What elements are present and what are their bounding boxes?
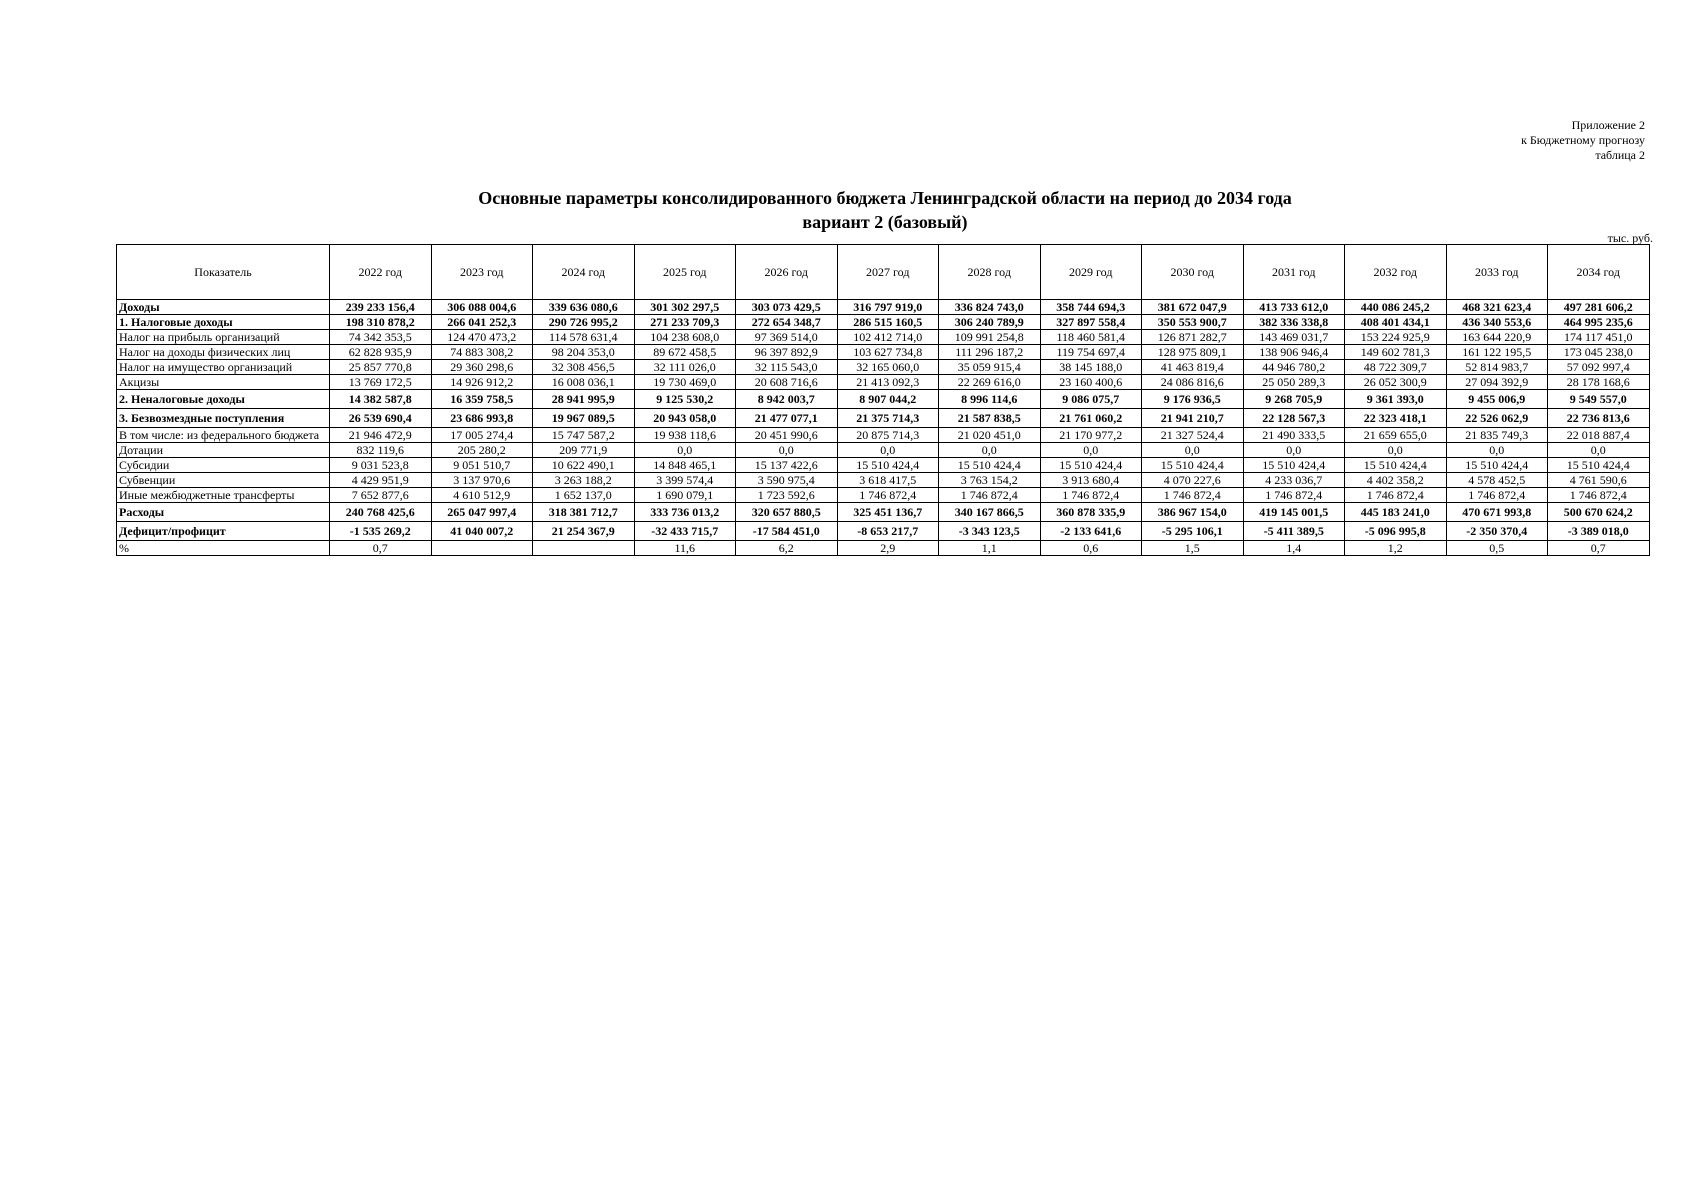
- table-row: [117, 345, 1650, 360]
- table-cell: 74 883 308,2: [431, 345, 533, 360]
- table-cell: 21 659 655,0: [1345, 428, 1447, 443]
- table-cell: 15 510 424,4: [1243, 458, 1345, 473]
- table-cell: 8 942 003,7: [736, 390, 838, 409]
- table-cell: 4 429 951,9: [330, 473, 432, 488]
- table-cell: 14 382 587,8: [330, 390, 432, 409]
- table-cell: 358 744 694,3: [1040, 300, 1142, 315]
- table-cell: 436 340 553,6: [1446, 315, 1548, 330]
- table-cell: 161 122 195,5: [1446, 345, 1548, 360]
- column-header-year: 2034 год: [1548, 245, 1650, 300]
- table-cell: 128 975 809,1: [1142, 345, 1244, 360]
- table-row: [117, 375, 1650, 390]
- table-cell: 3 137 970,6: [431, 473, 533, 488]
- column-header-year: 2030 год: [1142, 245, 1244, 300]
- table-cell: 9 455 006,9: [1446, 390, 1548, 409]
- table-cell: 386 967 154,0: [1142, 503, 1244, 522]
- table-cell: 266 041 252,3: [431, 315, 533, 330]
- table-cell: 336 824 743,0: [939, 300, 1041, 315]
- table-cell: -5 295 106,1: [1142, 522, 1244, 541]
- table-cell: 21 477 077,1: [736, 409, 838, 428]
- table-cell: 9 031 523,8: [330, 458, 432, 473]
- table-cell: 174 117 451,0: [1548, 330, 1650, 345]
- column-header-year: 2025 год: [634, 245, 736, 300]
- table-cell: 23 686 993,8: [431, 409, 533, 428]
- table-cell: 103 627 734,8: [837, 345, 939, 360]
- table-cell: 22 736 813,6: [1548, 409, 1650, 428]
- table-cell: 1,4: [1243, 541, 1345, 556]
- table-row: [117, 330, 1650, 345]
- table-header-row: [117, 245, 1650, 300]
- column-header-year: 2028 год: [939, 245, 1041, 300]
- table-cell: 21 170 977,2: [1040, 428, 1142, 443]
- table-cell: 28 178 168,6: [1548, 375, 1650, 390]
- table-cell: 25 857 770,8: [330, 360, 432, 375]
- table-cell: 464 995 235,6: [1548, 315, 1650, 330]
- table-cell: 26 539 690,4: [330, 409, 432, 428]
- table-cell: 21 254 367,9: [533, 522, 635, 541]
- table-cell: 0,0: [1446, 443, 1548, 458]
- table-cell: [533, 541, 635, 556]
- table-cell: 48 722 309,7: [1345, 360, 1447, 375]
- table-cell: 470 671 993,8: [1446, 503, 1548, 522]
- table-row: [117, 315, 1650, 330]
- table-row: [117, 300, 1650, 315]
- table-cell: -5 096 995,8: [1345, 522, 1447, 541]
- table-cell: 15 510 424,4: [939, 458, 1041, 473]
- table-cell: 97 369 514,0: [736, 330, 838, 345]
- table-body: [117, 300, 1650, 556]
- row-label: Налог на имущество организаций: [117, 360, 330, 375]
- table-cell: 350 553 900,7: [1142, 315, 1244, 330]
- table-cell: 41 040 007,2: [431, 522, 533, 541]
- row-label: 1. Налоговые доходы: [117, 315, 330, 330]
- table-cell: 15 510 424,4: [1040, 458, 1142, 473]
- table-cell: 21 946 472,9: [330, 428, 432, 443]
- row-label: Дефицит/профицит: [117, 522, 330, 541]
- row-label: Доходы: [117, 300, 330, 315]
- unit-label: тыс. руб.: [1607, 231, 1653, 245]
- table-cell: 32 115 543,0: [736, 360, 838, 375]
- table-cell: 124 470 473,2: [431, 330, 533, 345]
- table-cell: 290 726 995,2: [533, 315, 635, 330]
- annex-line-3: таблица 2: [1595, 148, 1645, 162]
- table-cell: 21 327 524,4: [1142, 428, 1244, 443]
- table-cell: 209 771,9: [533, 443, 635, 458]
- table-cell: 21 020 451,0: [939, 428, 1041, 443]
- table-cell: 20 608 716,6: [736, 375, 838, 390]
- table-cell: 3 618 417,5: [837, 473, 939, 488]
- table-cell: 15 137 422,6: [736, 458, 838, 473]
- row-label: Субвенции: [117, 473, 330, 488]
- table-cell: 22 526 062,9: [1446, 409, 1548, 428]
- table-cell: 0,0: [1345, 443, 1447, 458]
- table-cell: 333 736 013,2: [634, 503, 736, 522]
- table-cell: 360 878 335,9: [1040, 503, 1142, 522]
- table-row: [117, 428, 1650, 443]
- table-cell: 198 310 878,2: [330, 315, 432, 330]
- table-cell: 21 490 333,5: [1243, 428, 1345, 443]
- table-cell: 272 654 348,7: [736, 315, 838, 330]
- table-cell: 1 690 079,1: [634, 488, 736, 503]
- table-cell: 413 733 612,0: [1243, 300, 1345, 315]
- table-row: [117, 443, 1650, 458]
- table-cell: 28 941 995,9: [533, 390, 635, 409]
- table-cell: 3 263 188,2: [533, 473, 635, 488]
- table-cell: 96 397 892,9: [736, 345, 838, 360]
- table-cell: 149 602 781,3: [1345, 345, 1447, 360]
- table-cell: 9 051 510,7: [431, 458, 533, 473]
- table-cell: 301 302 297,5: [634, 300, 736, 315]
- table-cell: 4 402 358,2: [1345, 473, 1447, 488]
- row-label: Иные межбюджетные трансферты: [117, 488, 330, 503]
- row-label: Налог на прибыль организаций: [117, 330, 330, 345]
- table-cell: 19 938 118,6: [634, 428, 736, 443]
- table-cell: 0,0: [1243, 443, 1345, 458]
- table-row: [117, 541, 1650, 556]
- table-cell: 15 510 424,4: [1142, 458, 1244, 473]
- table-cell: 318 381 712,7: [533, 503, 635, 522]
- column-header-year: 2026 год: [736, 245, 838, 300]
- table-cell: 1 746 872,4: [939, 488, 1041, 503]
- row-label: Дотации: [117, 443, 330, 458]
- table-cell: 0,5: [1446, 541, 1548, 556]
- table-cell: 20 943 058,0: [634, 409, 736, 428]
- table-cell: 74 342 353,5: [330, 330, 432, 345]
- table-cell: 205 280,2: [431, 443, 533, 458]
- table-cell: 114 578 631,4: [533, 330, 635, 345]
- table-cell: 0,0: [634, 443, 736, 458]
- table-row: [117, 458, 1650, 473]
- table-cell: 832 119,6: [330, 443, 432, 458]
- table-cell: 1 652 137,0: [533, 488, 635, 503]
- table-cell: -3 343 123,5: [939, 522, 1041, 541]
- table-cell: 445 183 241,0: [1345, 503, 1447, 522]
- table-cell: 32 165 060,0: [837, 360, 939, 375]
- table-cell: 102 412 714,0: [837, 330, 939, 345]
- table-cell: 1 746 872,4: [1040, 488, 1142, 503]
- column-header-year: 2033 год: [1446, 245, 1548, 300]
- table-cell: 497 281 606,2: [1548, 300, 1650, 315]
- table-cell: 62 828 935,9: [330, 345, 432, 360]
- table-cell: 9 086 075,7: [1040, 390, 1142, 409]
- annex-line-1: Приложение 2: [1571, 118, 1645, 132]
- table-cell: 3 399 574,4: [634, 473, 736, 488]
- table-cell: 408 401 434,1: [1345, 315, 1447, 330]
- table-cell: 29 360 298,6: [431, 360, 533, 375]
- table-cell: 173 045 238,0: [1548, 345, 1650, 360]
- table-cell: 327 897 558,4: [1040, 315, 1142, 330]
- table-cell: 4 761 590,6: [1548, 473, 1650, 488]
- column-header-year: 2024 год: [533, 245, 635, 300]
- table-cell: 4 233 036,7: [1243, 473, 1345, 488]
- table-cell: -1 535 269,2: [330, 522, 432, 541]
- table-cell: 0,0: [1142, 443, 1244, 458]
- table-row: [117, 360, 1650, 375]
- table-cell: 15 747 587,2: [533, 428, 635, 443]
- table-cell: 32 111 026,0: [634, 360, 736, 375]
- table-cell: 19 730 469,0: [634, 375, 736, 390]
- table-cell: 22 269 616,0: [939, 375, 1041, 390]
- table-cell: 1,2: [1345, 541, 1447, 556]
- table-cell: 382 336 338,8: [1243, 315, 1345, 330]
- table-cell: -2 350 370,4: [1446, 522, 1548, 541]
- table-cell: 8 907 044,2: [837, 390, 939, 409]
- table-cell: 138 906 946,4: [1243, 345, 1345, 360]
- table-cell: 104 238 608,0: [634, 330, 736, 345]
- table-cell: 15 510 424,4: [837, 458, 939, 473]
- table-cell: 468 321 623,4: [1446, 300, 1548, 315]
- table-cell: 306 088 004,6: [431, 300, 533, 315]
- table-cell: 21 941 210,7: [1142, 409, 1244, 428]
- column-header-indicator: Показатель: [117, 245, 330, 300]
- row-label: Расходы: [117, 503, 330, 522]
- table-cell: 98 204 353,0: [533, 345, 635, 360]
- annex-note: [1521, 118, 1645, 163]
- table-cell: 9 176 936,5: [1142, 390, 1244, 409]
- table-cell: 1 746 872,4: [1548, 488, 1650, 503]
- table-cell: -2 133 641,6: [1040, 522, 1142, 541]
- table-cell: 22 018 887,4: [1548, 428, 1650, 443]
- table-cell: 21 375 714,3: [837, 409, 939, 428]
- table-cell: 9 549 557,0: [1548, 390, 1650, 409]
- table-cell: 32 308 456,5: [533, 360, 635, 375]
- table-cell: 6,2: [736, 541, 838, 556]
- table-cell: 17 005 274,4: [431, 428, 533, 443]
- table-cell: 0,0: [736, 443, 838, 458]
- table-cell: 24 086 816,6: [1142, 375, 1244, 390]
- table-cell: 38 145 188,0: [1040, 360, 1142, 375]
- table-cell: 325 451 136,7: [837, 503, 939, 522]
- table-cell: 19 967 089,5: [533, 409, 635, 428]
- row-label: Налог на доходы физических лиц: [117, 345, 330, 360]
- table-cell: -3 389 018,0: [1548, 522, 1650, 541]
- table-cell: 0,0: [939, 443, 1041, 458]
- table-cell: 3 763 154,2: [939, 473, 1041, 488]
- table-cell: 9 361 393,0: [1345, 390, 1447, 409]
- table-cell: 126 871 282,7: [1142, 330, 1244, 345]
- table-cell: 500 670 624,2: [1548, 503, 1650, 522]
- title-line-2: вариант 2 (базовый): [802, 212, 968, 232]
- table-cell: 1 746 872,4: [1345, 488, 1447, 503]
- table-cell: 2,9: [837, 541, 939, 556]
- table-cell: 316 797 919,0: [837, 300, 939, 315]
- table-cell: -5 411 389,5: [1243, 522, 1345, 541]
- row-label: Акцизы: [117, 375, 330, 390]
- column-header-year: 2027 год: [837, 245, 939, 300]
- table-cell: 303 073 429,5: [736, 300, 838, 315]
- table-cell: 265 047 997,4: [431, 503, 533, 522]
- table-cell: 3 590 975,4: [736, 473, 838, 488]
- table-cell: 9 268 705,9: [1243, 390, 1345, 409]
- table-cell: 143 469 031,7: [1243, 330, 1345, 345]
- table-cell: 4 610 512,9: [431, 488, 533, 503]
- table-cell: 21 835 749,3: [1446, 428, 1548, 443]
- budget-table: [116, 244, 1650, 556]
- table-cell: 13 769 172,5: [330, 375, 432, 390]
- document-title: [0, 186, 1697, 234]
- table-cell: 15 510 424,4: [1446, 458, 1548, 473]
- table-cell: 15 510 424,4: [1548, 458, 1650, 473]
- row-label: В том числе: из федерального бюджета: [117, 428, 330, 443]
- table-cell: 89 672 458,5: [634, 345, 736, 360]
- table-cell: 8 996 114,6: [939, 390, 1041, 409]
- table-cell: 41 463 819,4: [1142, 360, 1244, 375]
- table-cell: 21 413 092,3: [837, 375, 939, 390]
- table-cell: 22 128 567,3: [1243, 409, 1345, 428]
- row-label: %: [117, 541, 330, 556]
- table-cell: 11,6: [634, 541, 736, 556]
- table-cell: 240 768 425,6: [330, 503, 432, 522]
- table-cell: 109 991 254,8: [939, 330, 1041, 345]
- table-cell: 339 636 080,6: [533, 300, 635, 315]
- table-cell: 23 160 400,6: [1040, 375, 1142, 390]
- row-label: 2. Неналоговые доходы: [117, 390, 330, 409]
- table-cell: 119 754 697,4: [1040, 345, 1142, 360]
- table-cell: 26 052 300,9: [1345, 375, 1447, 390]
- table-cell: 25 050 289,3: [1243, 375, 1345, 390]
- table-cell: 153 224 925,9: [1345, 330, 1447, 345]
- table-cell: 440 086 245,2: [1345, 300, 1447, 315]
- table-cell: 286 515 160,5: [837, 315, 939, 330]
- table-cell: 1,5: [1142, 541, 1244, 556]
- table-cell: 1 746 872,4: [1243, 488, 1345, 503]
- table-cell: 20 875 714,3: [837, 428, 939, 443]
- column-header-year: 2032 год: [1345, 245, 1447, 300]
- table-row: [117, 488, 1650, 503]
- column-header-year: 2022 год: [330, 245, 432, 300]
- table-cell: 271 233 709,3: [634, 315, 736, 330]
- table-cell: 1 746 872,4: [1142, 488, 1244, 503]
- table-cell: 118 460 581,4: [1040, 330, 1142, 345]
- table-cell: 20 451 990,6: [736, 428, 838, 443]
- column-header-year: 2031 год: [1243, 245, 1345, 300]
- table-row: [117, 473, 1650, 488]
- table-cell: 111 296 187,2: [939, 345, 1041, 360]
- table-cell: 1 746 872,4: [1446, 488, 1548, 503]
- table-cell: -32 433 715,7: [634, 522, 736, 541]
- table-cell: -8 653 217,7: [837, 522, 939, 541]
- table-cell: 320 657 880,5: [736, 503, 838, 522]
- table-cell: 16 359 758,5: [431, 390, 533, 409]
- table-row: [117, 409, 1650, 428]
- table-cell: 1 723 592,6: [736, 488, 838, 503]
- table-cell: 15 510 424,4: [1345, 458, 1447, 473]
- table-cell: 306 240 789,9: [939, 315, 1041, 330]
- table-cell: 340 167 866,5: [939, 503, 1041, 522]
- annex-line-2: к Бюджетному прогнозу: [1521, 133, 1645, 147]
- table-cell: 21 761 060,2: [1040, 409, 1142, 428]
- table-cell: 419 145 001,5: [1243, 503, 1345, 522]
- table-cell: 163 644 220,9: [1446, 330, 1548, 345]
- row-label: 3. Безвозмездные поступления: [117, 409, 330, 428]
- table-cell: 22 323 418,1: [1345, 409, 1447, 428]
- table-cell: 0,7: [330, 541, 432, 556]
- table-cell: 52 814 983,7: [1446, 360, 1548, 375]
- title-line-1: Основные параметры консолидированного бюджета Ленинградской области на период до 2034 года: [478, 188, 1292, 208]
- table-cell: 0,0: [837, 443, 939, 458]
- table-cell: 4 578 452,5: [1446, 473, 1548, 488]
- table-row: [117, 390, 1650, 409]
- table-cell: 14 848 465,1: [634, 458, 736, 473]
- table-cell: 16 008 036,1: [533, 375, 635, 390]
- table-row: [117, 503, 1650, 522]
- table-cell: 3 913 680,4: [1040, 473, 1142, 488]
- table-cell: 9 125 530,2: [634, 390, 736, 409]
- table-cell: 14 926 912,2: [431, 375, 533, 390]
- table-cell: 0,0: [1548, 443, 1650, 458]
- column-header-year: 2029 год: [1040, 245, 1142, 300]
- table-cell: 57 092 997,4: [1548, 360, 1650, 375]
- table-cell: 4 070 227,6: [1142, 473, 1244, 488]
- table-cell: [431, 541, 533, 556]
- table-cell: 0,6: [1040, 541, 1142, 556]
- table-row: [117, 522, 1650, 541]
- column-header-year: 2023 год: [431, 245, 533, 300]
- table-cell: 1,1: [939, 541, 1041, 556]
- table-cell: 381 672 047,9: [1142, 300, 1244, 315]
- table-cell: 239 233 156,4: [330, 300, 432, 315]
- table-cell: 27 094 392,9: [1446, 375, 1548, 390]
- table-cell: 21 587 838,5: [939, 409, 1041, 428]
- table-cell: -17 584 451,0: [736, 522, 838, 541]
- table-cell: 0,0: [1040, 443, 1142, 458]
- table-cell: 7 652 877,6: [330, 488, 432, 503]
- table-cell: 35 059 915,4: [939, 360, 1041, 375]
- row-label: Субсидии: [117, 458, 330, 473]
- table-cell: 10 622 490,1: [533, 458, 635, 473]
- table-cell: 0,7: [1548, 541, 1650, 556]
- table-cell: 44 946 780,2: [1243, 360, 1345, 375]
- table-cell: 1 746 872,4: [837, 488, 939, 503]
